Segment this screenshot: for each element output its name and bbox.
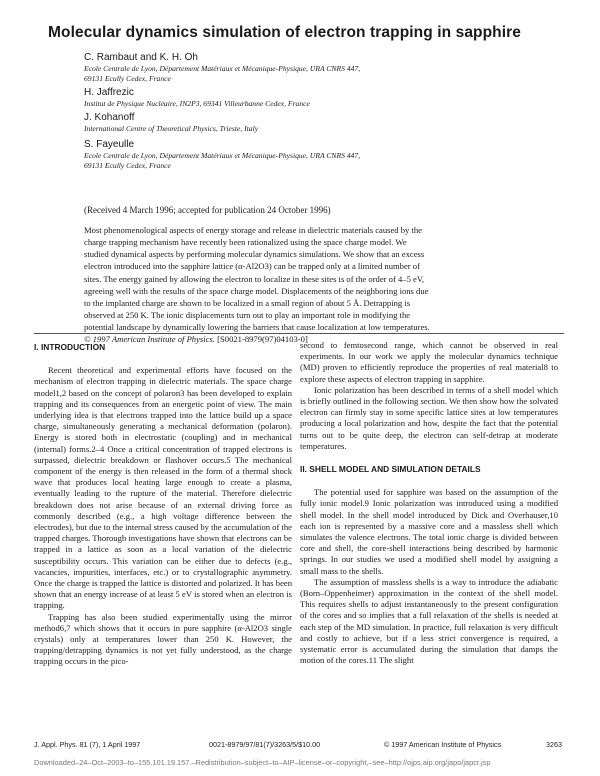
author-affiliation: International Centre of Theoretical Physics, Trieste, Italy (84, 124, 259, 133)
abstract-line: studied dynamical aspects by performing molecular dynamics simulations. We show that an excess (84, 249, 425, 260)
abstract-line: Most phenomenological aspects of energy storage and release in dielectric materials caused by the (84, 225, 422, 235)
author-group (84, 112, 554, 134)
section-heading-introduction: I. INTRODUCTION (34, 342, 106, 352)
paper-title: Molecular dynamics simulation of electron trapping in sapphire (48, 24, 522, 41)
section-heading-shell-model: II. SHELL MODEL AND SIMULATION DETAILS (300, 464, 481, 475)
body-paragraph: Trapping has also been studied experimentally using the mirror method6,7 which shows that it occurs in pure sapphire (α-Al2O3 single crystals) only at temperatures lower than 250 K. However, the trapping/detrapping dynamics is not yet fully understood, as the charge trapping occurs in the pico- (34, 611, 292, 667)
divider (34, 333, 564, 334)
author-affiliation: 69131 Ecully Cedex, France (84, 161, 171, 170)
author-group (84, 87, 554, 109)
copyright-notice: © 1997 American Institute of Physics. (84, 334, 215, 345)
abstract (84, 224, 550, 346)
body-paragraph: second to femtosecond range, which cannot be observed in real experiments. In our work we apply the molecular dynamics technique (MD) proven to efficiently reproduce the properties of real material8 to explore these aspects of electron trapping in sapphire. (300, 340, 558, 384)
author-affiliation: Ecole Centrale de Lyon, Département Matériaux et Mécanique-Physique, URA CNRS 447, (84, 151, 361, 160)
author-affiliation: Ecole Centrale de Lyon, Département Matériaux et Mécanique-Physique, URA CNRS 447, (84, 64, 361, 73)
author-name: C. Rambaut and K. H. Oh (84, 52, 198, 63)
author-name: J. Kohanoff (84, 112, 135, 123)
left-column (34, 340, 292, 668)
publisher-copyright: © 1997 American Institute of Physics (384, 740, 502, 749)
abstract-line: potential landscape by dynamically lowering the barriers that cause localization at low temperatures. (84, 322, 430, 333)
body-paragraph: Recent theoretical and experimental efforts have focused on the mechanism of electron trapping in dielectric materials. The space charge model1,2 based on the concept of polaron3 has been developed to explain trapping and its consequences from an energetic point of view. The main underlying idea is that electrons trapped into the lattice build up a space charge, simultaneously generating a mechanical deformation (polaron). Energy is stored both in electrostatic (coupling) and in mechanical (internal) forms.2–4 Once a critical concentration of trapped electrons is surpassed, dielectric breakdown or flashover occurs.5 The mechanical component of the energy is then released in the form of a thermal shock wave that produces local heating large enough to create a plasma, eventually leading to the rupture of the material. Therefore dielectric breakdown does not arise because of an external driving force as commonly described (e.g., a high voltage difference between the electrodes), but due to the internal stress caused by the accumulation of the trapped charges. Thorough investigations have shown that electrons can be trapped in a lattice as soon as a local variation of the dielectric susceptibility occurs. This variation can be either due to defects (e.g., vacancies, impurities, interfaces, etc.) or to crystallographic asymmetry. Once the charge is trapped the lattice is distorted and polarized. It has been shown that an energy increase of at least 5 eV is stored when an electron is trapping. (34, 365, 292, 611)
abstract-line: observed at 250 K. The ionic displacements turn out to play an important role in modifying the (84, 310, 411, 321)
journal-citation: J. Appl. Phys. 81 (7), 1 April 1997 (34, 740, 141, 749)
author-affiliation: 69131 Ecully Cedex, France (84, 74, 171, 83)
article-code: [S0021-8979(97)04103-0] (217, 334, 308, 345)
body-paragraph: Ionic polarization has been described in terms of a shell model which is briefly outlined in the following section. We then show how the solvated electron can firmly stay in some specific lattice sites at low temperatures producing a local polarization and how, despite the fact that the potential turns out to be quite deep, the electron can self-detrap at moderate temperatures. (300, 384, 558, 451)
received-dates: (Received 4 March 1996; accepted for publication 24 October 1996) (84, 205, 331, 215)
article-identifier: 0021-8979/97/81(7)/3263/5/$10.00 (209, 740, 321, 749)
author-name: S. Fayeulle (84, 139, 135, 150)
page-number: 3263 (546, 740, 562, 749)
abstract-line: electron introduced into the sapphire lattice (α-Al2O3) can be trapped only at a limited number of (84, 261, 420, 272)
abstract-line: sites. The energy gained by allowing the electron to localize in these sites is of the order of 4–5 eV, (84, 273, 425, 284)
download-notice: Downloaded–24–Oct–2003–to–155.101.19.157.–Redistribution–subject–to–AIP–license–or–copyright,–see–http://ojps.aip.org/japo/japcr.jsp (34, 758, 491, 767)
author-affiliation: Institut de Physique Nucléaire, IN2P3, 69341 Villeurbanne Cedex, France (84, 99, 310, 108)
author-group (84, 52, 554, 84)
abstract-line: charge trapping mechanism have recently been rationalized using the space charge model. We (84, 237, 407, 248)
abstract-line: agreeing well with the results of the space charge model. Displacements of the neighboring ions due (84, 285, 429, 296)
author-group (84, 139, 554, 171)
right-column (300, 340, 558, 666)
author-name: H. Jaffrezic (84, 87, 134, 98)
body-paragraph: The assumption of massless shells is a way to introduce the adiabatic (Born–Oppenheimer) approximation in the context of the shell model. This requires shells to adjust instantaneously to the present configuration of the cores and so implies that a full relaxation of the shells is needed at each step of the MD simulation. In practice, full relaxation is very difficult and costly to achieve, but if a less strict convergence is required, a systematic error is accumulated during the simulation that damps the motion of the cores.11 The slight (300, 576, 558, 666)
body-paragraph: The potential used for sapphire was based on the assumption of the fully ionic model.9 Ionic polarization was introduced using a modified shell model. In the shell model introduced by Dick and Overhauser,10 each ion is represented by a massive core and a massless shell which simulates the valence electrons. The total ionic charge is divided between core and shell, the core-shell interactions being described by harmonic springs. In our studies we used a modified shell model by assigning a small mass to the shells. (300, 487, 558, 576)
abstract-line: to the implanted charge are shown to be localized in a small region of about 5 Å. Detrapping is (84, 297, 411, 308)
